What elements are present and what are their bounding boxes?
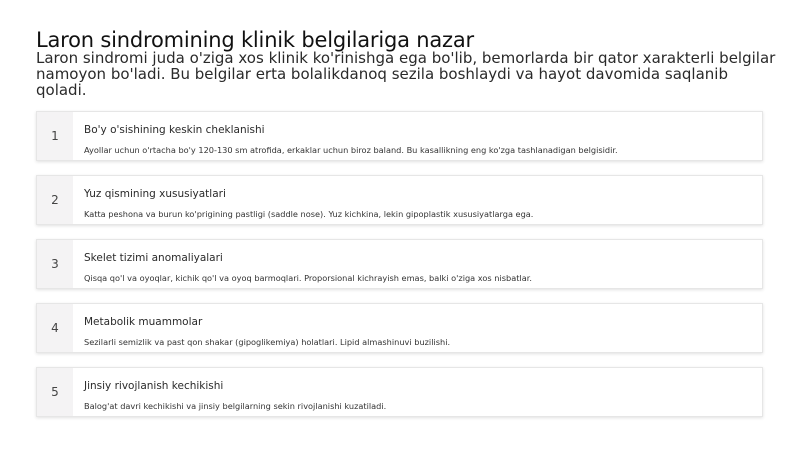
symptom-card	[36, 303, 763, 353]
card-number: 5	[37, 368, 73, 416]
symptom-card	[36, 111, 763, 161]
card-number: 1	[37, 112, 73, 160]
card-description: Qisqa qo'l va oyoqlar, kichik qo'l va oyoq barmoqlari. Proporsional kichrayish emas, balki o'ziga xos nisbatlar.	[84, 273, 532, 283]
card-description: Sezilarli semizlik va past qon shakar (gipoglikemiya) holatlari. Lipid almashinuvi buzilishi.	[84, 337, 451, 347]
symptom-card	[36, 175, 763, 225]
card-heading: Yuz qismining xususiyatlari	[84, 188, 226, 200]
card-description: Balog'at davri kechikishi va jinsiy belgilarning sekin rivojlanishi kuzatiladi.	[84, 401, 387, 411]
slide-subtitle: Laron sindromi juda o'ziga xos klinik ko'rinishga ega bo'lib, bemorlarda bir qator xarakterli belgilar namoyon bo'ladi. Bu belgilar erta bolalikdanoq sezila boshlaydi va hayot davomida saqlanib qoladi.	[36, 49, 776, 99]
symptom-card	[36, 367, 763, 417]
card-description: Ayollar uchun o'rtacha bo'y 120-130 sm atrofida, erkaklar uchun biroz baland. Bu kasallikning eng ko'zga tashlanadigan belgisidir.	[84, 145, 618, 155]
card-heading: Bo'y o'sishining keskin cheklanishi	[84, 124, 265, 136]
card-heading: Jinsiy rivojlanish kechikishi	[84, 380, 224, 392]
card-heading: Metabolik muammolar	[84, 316, 203, 328]
symptom-card	[36, 239, 763, 289]
card-number: 3	[37, 240, 73, 288]
card-description: Katta peshona va burun ko'prigining pastligi (saddle nose). Yuz kichkina, lekin gipoplastik xususiyatlarga ega.	[84, 209, 534, 219]
slide-title: Laron sindromining klinik belgilariga nazar	[36, 28, 474, 52]
card-heading: Skelet tizimi anomaliyalari	[84, 252, 223, 264]
card-number: 2	[37, 176, 73, 224]
symptom-list	[36, 111, 763, 431]
card-number: 4	[37, 304, 73, 352]
